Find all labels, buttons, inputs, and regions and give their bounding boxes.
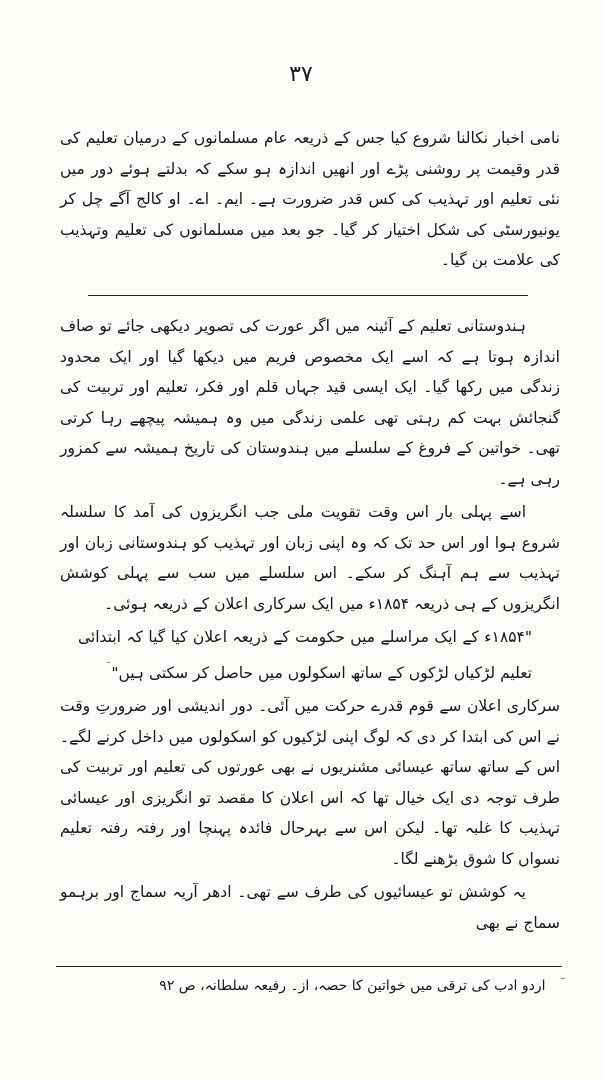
- page-number: ۳۷: [289, 62, 313, 87]
- block-quote: [60, 622, 560, 688]
- opening-paragraph: [60, 123, 560, 279]
- quote-text: "۱۸۵۴ء کے ایک مراسلے میں حکومت کے ذریعہ اعلان کیا گیا کہ ابتدائی تعلیم لڑکیاں لڑکوں کے ساتھ اسکولوں میں حاصل کر سکتی ہیں": [78, 628, 532, 682]
- paragraph: اسے پہلی بار اس وقت تقویت ملی جب انگریزوں کی آمد کا سلسلہ شروع ہوا اور اس حد تک کہ وہ اپنی زبان اور تہذیب کو ہندوستانی زبان اور تہذیب سے ہم آہنگ کر سکے۔ اس سلسلے میں سب سے پہلی کوشش انگریزوں کے ہی ذریعہ ۱۸۵۴ء میں ایک سرکاری اعلان کے ذریعہ ہوئی۔: [60, 503, 560, 613]
- paragraph: نامی اخبار نکالنا شروع کیا جس کے ذریعہ عام مسلمانوں کے درمیان تعلیم کی قدر وقیمت پر روشنی پڑے اور انھیں اندازہ ہو سکے کہ بدلتے ہوئے دور میں نئی تعلیم اور تہذیب کی کس قدر ضرورت ہے۔ ایم۔ اے۔ او کالج آگے چل کر یونیورسٹی کی شکل اختیار کر گیا۔ جو بعد میں مسلمانوں کی تعلیم وتہذیب کی علامت بن گیا۔: [60, 129, 560, 269]
- paragraph: سرکاری اعلان سے قوم قدرے حرکت میں آئی۔ دور اندیشی اور ضرورتِ وقت نے اس کی ابتدا کر دی کہ لوگ اپنی لڑکیوں کو اسکولوں میں داخل کرنے لگے۔ اس کے ساتھ ساتھ عیسائی مشنریوں نے بھی عورتوں کی تعلیم اور تربیت کی طرف توجہ دی ایک خیال تھا کہ اس اعلان کا مقصد تو انگریزی اور عیسائی تہذیب کا غلبہ تھا۔ لیکن اس سے بہرحال فائدہ پہنچا اور رفتہ رفتہ تعلیم نسواں کا شوق بڑھنے لگا۔: [60, 697, 560, 868]
- footnote-text: اردو ادب کی ترقی میں خواتین کا حصہ، از۔ رفیعہ سلطانہ، ص ۹۲: [159, 978, 546, 994]
- main-text: [60, 311, 560, 941]
- footnote: [150, 973, 560, 999]
- section-divider: [88, 295, 528, 296]
- footnote-divider: [56, 966, 562, 967]
- paragraph: ہندوستانی تعلیم کے آئینہ میں اگر عورت کی تصویر دیکھی جائے تو صاف اندازہ ہوتا ہے کہ اسے ایک مخصوص فریم میں دیکھا گیا اور ایک محدود زندگی میں رکھا گیا۔ ایک ایسی قید جہاں قلم اور فکر، تعلیم اور تربیت کی گنجائش بہت کم رہتی تھی علمی زندگی میں وہ ہمیشہ پیچھے رہا کرتی تھی۔ خواتین کے فروغ کے سلسلے میں ہندوستان کی تاریخ ہمیشہ سے کمزور رہی ہے۔: [60, 317, 560, 488]
- paragraph: یہ کوشش تو عیسائیوں کی طرف سے تھی۔ ادھر آریہ سماج اور برہمو سماج نے بھی: [60, 883, 560, 932]
